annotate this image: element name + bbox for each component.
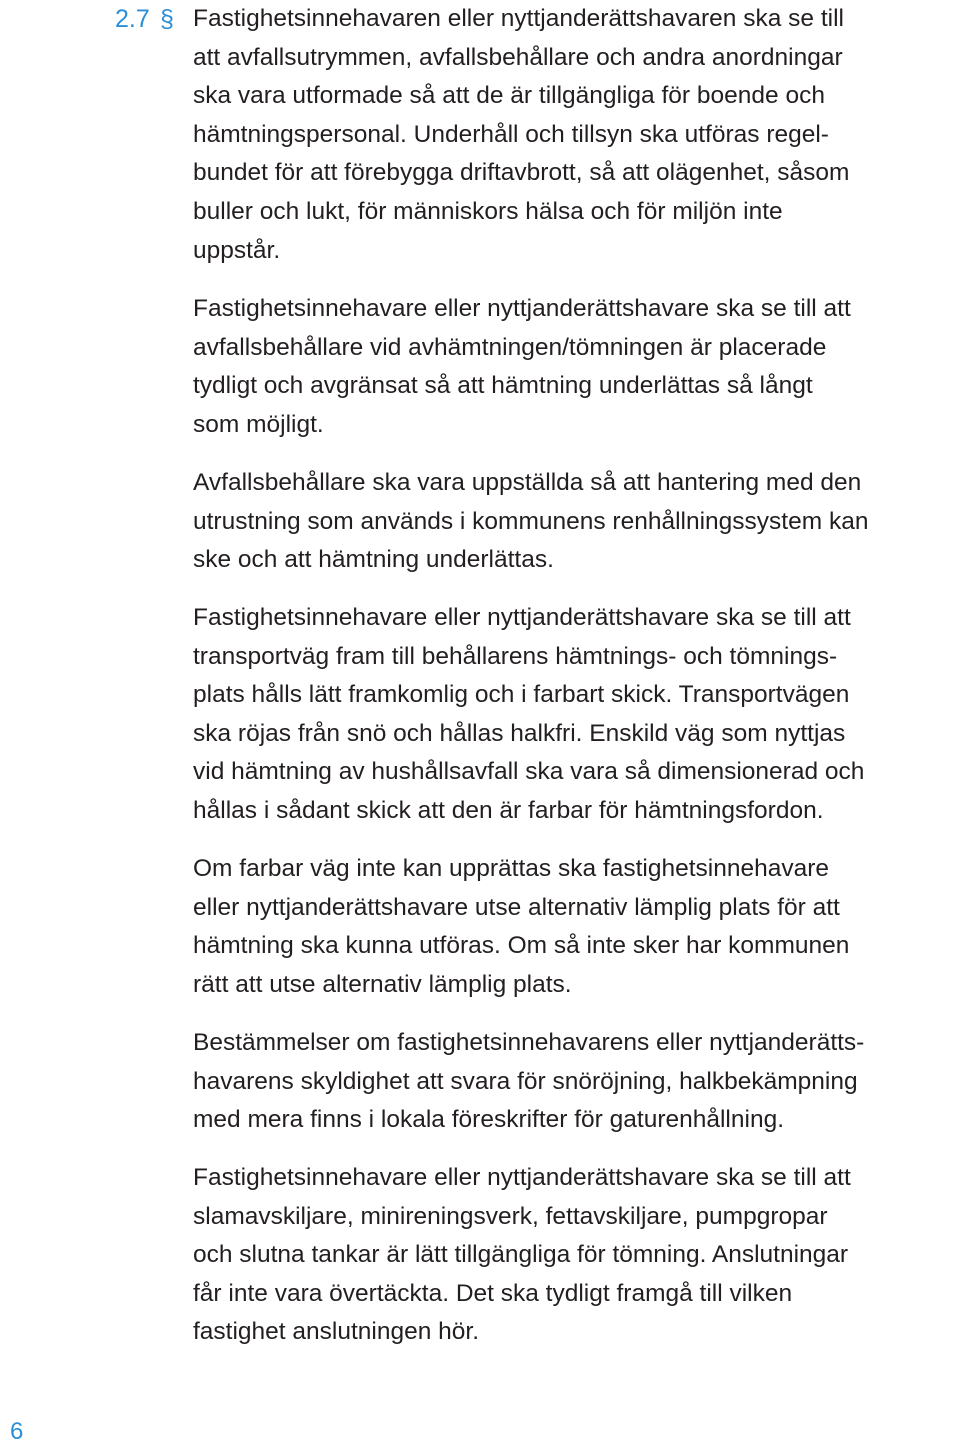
paragraph [193, 0, 849, 270]
text-line: med mera finns i lokala föreskrifter för gaturenhållning. [193, 1106, 785, 1134]
text-line: Fastighetsinnehavaren eller nyttjanderättshavaren ska se till [193, 5, 844, 32]
paragraph [193, 1159, 851, 1352]
page-number: 6 [10, 1418, 24, 1445]
text-line: hämtningspersonal. Underhåll och tillsyn ska utföras regel- [193, 120, 829, 148]
text-line: transportväg fram till behållarens hämtnings- och tömnings- [193, 642, 838, 670]
section-sign-icon: § [160, 5, 174, 33]
text-line: Bestämmelser om fastighetsinnehavarens eller nyttjanderätts- [193, 1029, 865, 1056]
text-line: att avfallsutrymmen, avfallsbehållare och andra anordningar [193, 43, 843, 71]
text-line: vid hämtning av hushållsavfall ska vara så dimensionerad och [193, 758, 865, 786]
text-line: bundet för att förebygga driftavbrott, så att olägenhet, såsom [193, 159, 850, 187]
text-line: buller och lukt, för människors hälsa och för miljön inte [193, 197, 783, 225]
text-line: rätt att utse alternativ lämplig plats. [193, 970, 572, 998]
text-line: Om farbar väg inte kan upprättas ska fastighetsinnehavare [193, 855, 829, 882]
text-line: får inte vara övertäckta. Det ska tydligt framgå till vilken [193, 1279, 793, 1307]
paragraph [193, 850, 849, 1004]
text-line: eller nyttjanderättshavare utse alternativ lämplig plats för att [193, 893, 840, 921]
text-line: slamavskiljare, minireningsverk, fettavskiljare, pumpgropar [193, 1202, 828, 1230]
paragraph [193, 464, 868, 580]
paragraph [193, 290, 851, 444]
text-line: Fastighetsinnehavare eller nyttjanderättshavare ska se till att [193, 604, 851, 631]
text-line: ska röjas från snö och hållas halkfri. Enskild väg som nyttjas [193, 719, 846, 747]
text-line: hållas i sådant skick att den är farbar för hämtningsfordon. [193, 796, 824, 824]
text-line: utrustning som används i kommunens renhållningssystem kan [193, 507, 869, 535]
text-line: uppstår. [193, 236, 281, 264]
text-line: som möjligt. [193, 410, 324, 438]
text-line: plats hålls lätt framkomlig och i farbart skick. Transportvägen [193, 681, 850, 709]
text-line: och slutna tankar är lätt tillgängliga för tömning. Anslutningar [193, 1241, 849, 1269]
text-line: hämtning ska kunna utföras. Om så inte sker har kommunen [193, 932, 850, 960]
text-line: ska vara utformade så att de är tillgängliga för boende och [193, 82, 825, 110]
text-line: Fastighetsinnehavare eller nyttjanderättshavare ska se till att [193, 1164, 851, 1191]
text-line: Avfallsbehållare ska vara uppställda så att hantering med den [193, 469, 862, 496]
text-line: Fastighetsinnehavare eller nyttjanderättshavare ska se till att [193, 295, 851, 322]
text-line: ske och att hämtning underlättas. [193, 546, 554, 574]
section-number: 2.7 [115, 5, 150, 33]
text-line: tydligt och avgränsat så att hämtning underlättas så långt [193, 372, 813, 400]
paragraph [193, 599, 864, 831]
text-line: fastighet anslutningen hör. [193, 1318, 480, 1346]
text-line: avfallsbehållare vid avhämtningen/tömningen är placerade [193, 333, 827, 361]
text-line: havarens skyldighet att svara för snöröjning, halkbekämpning [193, 1067, 858, 1095]
paragraph [193, 1024, 864, 1140]
